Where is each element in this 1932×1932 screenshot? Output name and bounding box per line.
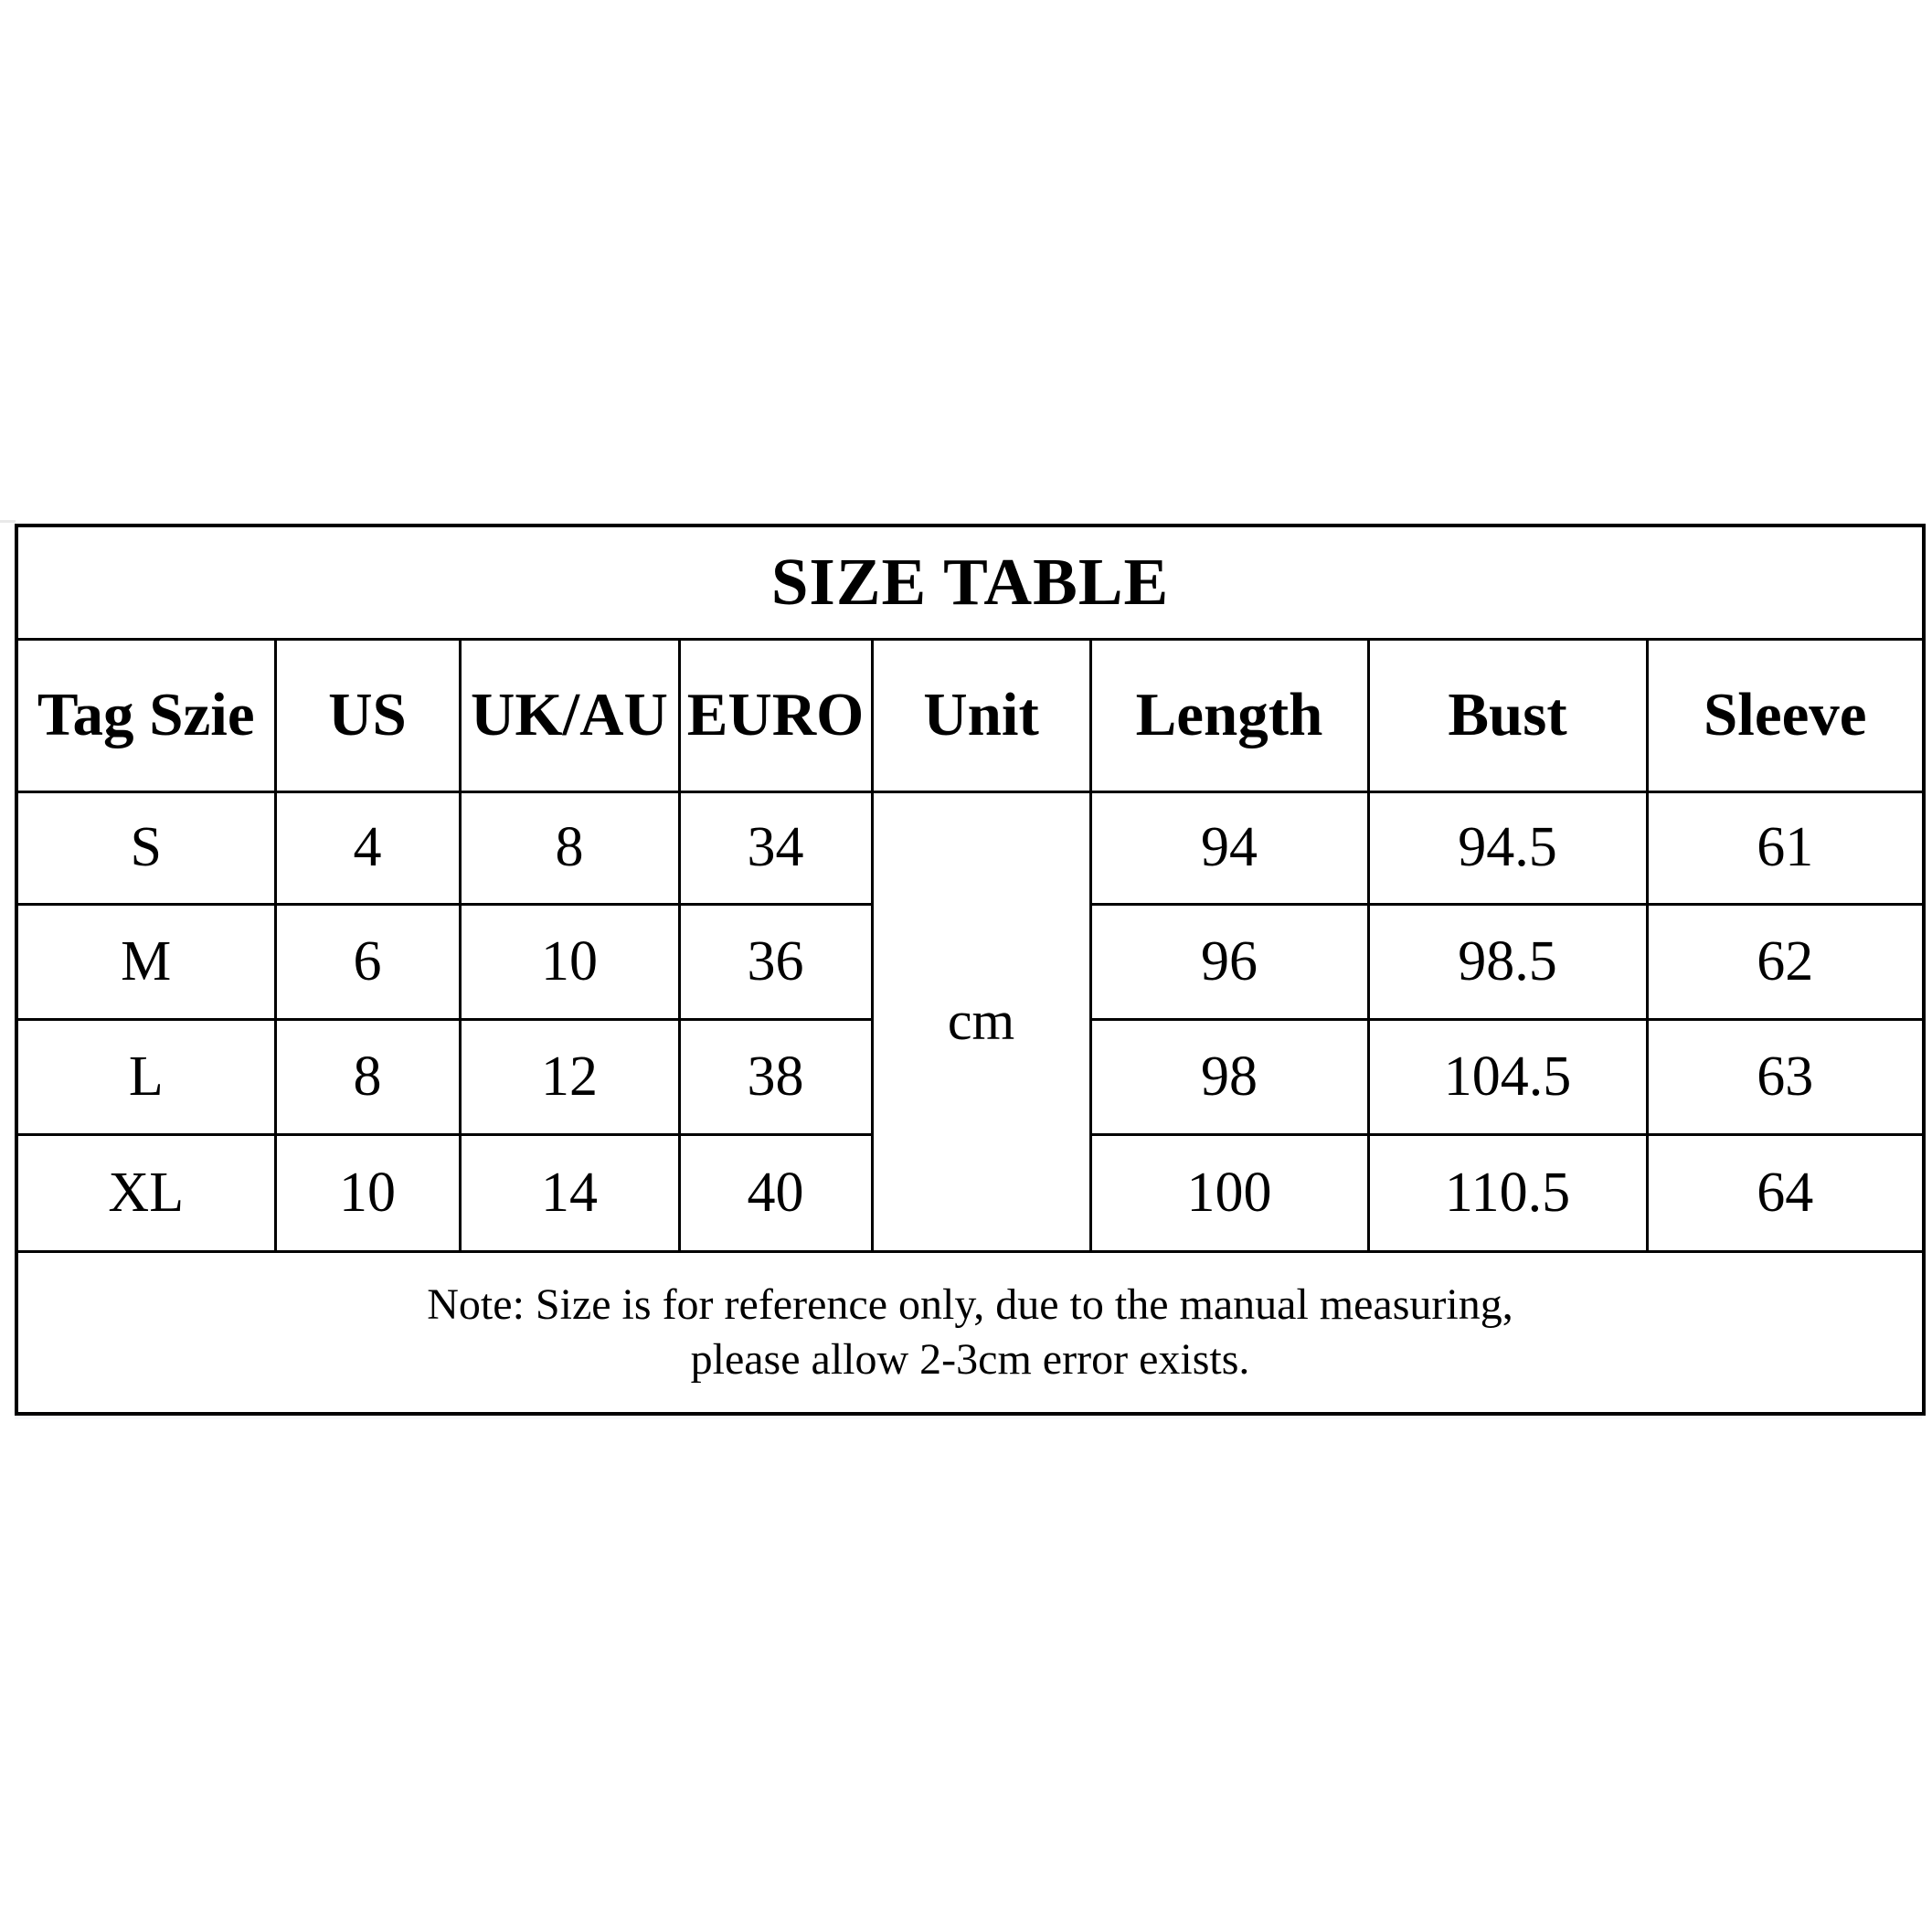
cell-xl-us: 10 xyxy=(275,1134,460,1251)
cell-s-sleeve: 61 xyxy=(1647,791,1924,904)
cell-unit-cm: cm xyxy=(872,791,1090,1251)
cell-xl-length: 100 xyxy=(1090,1134,1368,1251)
cell-l-uk-au: 12 xyxy=(460,1019,679,1134)
cell-xl-sleeve: 64 xyxy=(1647,1134,1924,1251)
cell-l-length: 98 xyxy=(1090,1019,1368,1134)
size-note-line-1: Note: Size is for reference only, due to the manual measuring, xyxy=(427,1279,1513,1329)
cell-xl-tag-size: XL xyxy=(16,1134,275,1251)
size-note-line-2: please allow 2-3cm error exists. xyxy=(690,1334,1250,1384)
column-header-tag-size: Tag Szie xyxy=(16,639,275,791)
cell-s-us: 4 xyxy=(275,791,460,904)
column-header-bust: Bust xyxy=(1368,639,1647,791)
cell-m-length: 96 xyxy=(1090,904,1368,1019)
column-header-uk-au: UK/AU xyxy=(460,639,679,791)
column-header-length: Length xyxy=(1090,639,1368,791)
cell-l-euro: 38 xyxy=(679,1019,872,1134)
size-table xyxy=(15,524,1926,1416)
size-note xyxy=(16,1251,1924,1414)
cell-m-us: 6 xyxy=(275,904,460,1019)
cell-s-tag-size: S xyxy=(16,791,275,904)
column-header-sleeve: Sleeve xyxy=(1647,639,1924,791)
cell-xl-euro: 40 xyxy=(679,1134,872,1251)
cell-l-sleeve: 63 xyxy=(1647,1019,1924,1134)
table-row-s xyxy=(16,791,1924,904)
cell-xl-bust: 110.5 xyxy=(1368,1134,1647,1251)
scan-artifact-line xyxy=(0,520,16,523)
column-header-us: US xyxy=(275,639,460,791)
cell-m-sleeve: 62 xyxy=(1647,904,1924,1019)
cell-m-euro: 36 xyxy=(679,904,872,1019)
table-title: SIZE TABLE xyxy=(16,525,1924,639)
cell-l-us: 8 xyxy=(275,1019,460,1134)
cell-l-tag-size: L xyxy=(16,1019,275,1134)
cell-l-bust: 104.5 xyxy=(1368,1019,1647,1134)
cell-xl-uk-au: 14 xyxy=(460,1134,679,1251)
cell-s-uk-au: 8 xyxy=(460,791,679,904)
cell-s-length: 94 xyxy=(1090,791,1368,904)
cell-s-bust: 94.5 xyxy=(1368,791,1647,904)
column-header-unit: Unit xyxy=(872,639,1090,791)
cell-m-tag-size: M xyxy=(16,904,275,1019)
cell-m-uk-au: 10 xyxy=(460,904,679,1019)
cell-s-euro: 34 xyxy=(679,791,872,904)
column-header-euro: EURO xyxy=(679,639,872,791)
cell-m-bust: 98.5 xyxy=(1368,904,1647,1019)
